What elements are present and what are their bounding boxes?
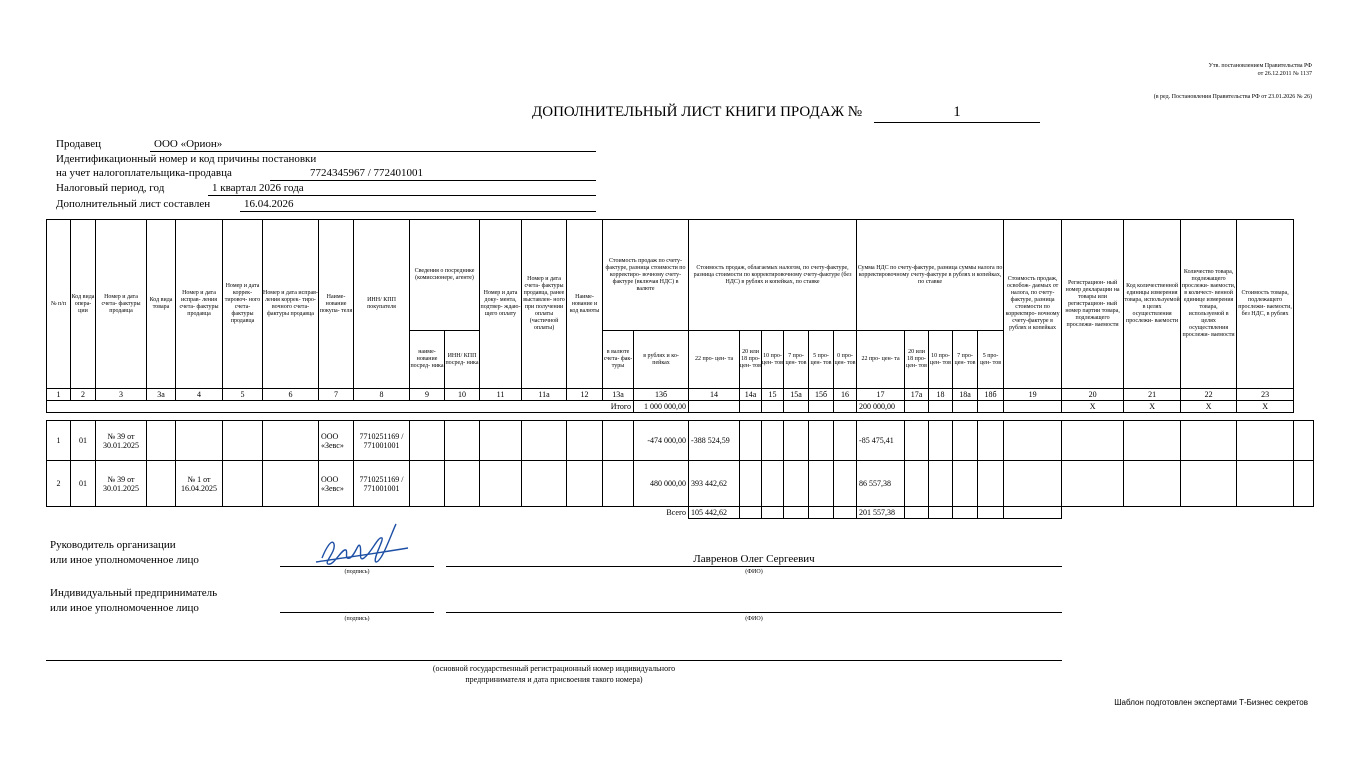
- column-number: 18а: [953, 389, 978, 401]
- itogo-13b: 1 000 000,00: [634, 401, 689, 413]
- itogo-17: 200 000,00: [857, 401, 905, 413]
- column-number: 17: [857, 389, 905, 401]
- vsego-label: Всего: [47, 507, 689, 519]
- head-4: Номер и дата исправ- ления счета- фактуры продавца: [176, 220, 223, 389]
- page-title: ДОПОЛНИТЕЛЬНЫЙ ЛИСТ КНИГИ ПРОДАЖ №: [532, 104, 863, 120]
- head-13: Стоимость продаж по счету- фактуре, разница стоимости по корректиро- вочному счету- фактуре (включая НДС) в валюте: [603, 220, 689, 331]
- table-row: [47, 421, 1314, 461]
- revision-note: (в ред. Постановления Правительства РФ от 23.01.2026 № 26): [1153, 94, 1312, 100]
- head-11: Номер и дата доку- мента, подтвер- ждаю- щего оплату: [480, 220, 522, 389]
- head-10: ИНН/ КПП посред- ника: [445, 331, 480, 389]
- column-number: 3: [96, 389, 147, 401]
- head-15: 10 про- цен- тов: [762, 331, 784, 389]
- ip-fio-line: [446, 612, 1062, 613]
- row1-buyer: ООО «Зевс»: [319, 421, 354, 461]
- approval-line-2: от 26.12.2011 № 1137: [1257, 71, 1312, 77]
- head-9: наиме- нование посред- ника: [410, 331, 445, 389]
- seller-label: Продавец: [56, 138, 102, 150]
- column-number: 12: [567, 389, 603, 401]
- column-number: 16: [834, 389, 857, 401]
- column-number: 18: [929, 389, 953, 401]
- vsego-17: 201 557,38: [857, 507, 905, 519]
- seller-value: ООО «Орион»: [154, 138, 223, 150]
- row1-n: 1: [47, 421, 71, 461]
- column-number: 22: [1181, 389, 1237, 401]
- column-number: 11а: [522, 389, 567, 401]
- date-value: 16.04.2026: [244, 198, 294, 210]
- column-number: 15: [762, 389, 784, 401]
- period-label: Налоговый период, год: [56, 182, 165, 194]
- column-number: 14а: [740, 389, 762, 401]
- head-11a: Номер и дата счета- фактуры продавца, ранее выставлен- ного при получении оплаты (частичной оплаты): [522, 220, 567, 389]
- column-number: 8: [354, 389, 410, 401]
- column-number: 21: [1124, 389, 1181, 401]
- head-23: Стоимость товара, подлежащего прослежи- ваемости, без НДС, в рублях: [1237, 220, 1294, 389]
- approval-note: [1209, 62, 1312, 78]
- head-sign-line: [280, 566, 434, 567]
- head-16: 0 про- цен- тов: [834, 331, 857, 389]
- inn-value: 7724345967 / 772401001: [310, 167, 424, 179]
- row1-invoice: № 39 от 30.01.2025: [96, 421, 147, 461]
- head-18: 10 про- цен- тов: [929, 331, 953, 389]
- head-22: Количество товара, подлежащего прослежи- ваемости, в количест- венной единице измерения товара, используемой в целях осуществления прослежи- ваемости: [1181, 220, 1237, 389]
- period-underline: [208, 195, 596, 196]
- ip-sign-line: [280, 612, 434, 613]
- approval-line-1: Утв. постановлением Правительства РФ: [1208, 63, 1312, 69]
- column-number: 5: [223, 389, 263, 401]
- ip-label: [50, 586, 217, 616]
- head-9-10: Сведения о посреднике (комиссионере, агенте): [410, 220, 480, 331]
- row2-buyer: ООО «Зевс»: [319, 461, 354, 507]
- head-8: ИНН/ КПП покупателя: [354, 220, 410, 389]
- head-18b: 5 про- цен- тов: [978, 331, 1004, 389]
- head-7: Наиме- нование покупа- теля: [319, 220, 354, 389]
- ip-fio-caption: (ФИО): [745, 616, 763, 622]
- head-3a: Код вида товара: [147, 220, 176, 389]
- head-15b: 5 про- цен- тов: [809, 331, 834, 389]
- head-15a: 7 про- цен- тов: [784, 331, 809, 389]
- column-number: 14: [689, 389, 740, 401]
- column-numbers-row: [47, 389, 1314, 401]
- ip-label-1: Индивидуальный предприниматель: [50, 587, 218, 599]
- head-fio-line: [446, 566, 1062, 567]
- row1-op: 01: [71, 421, 96, 461]
- column-number: 1: [47, 389, 71, 401]
- row1-14: -388 524,59: [689, 421, 740, 461]
- head-18a: 7 про- цен- тов: [953, 331, 978, 389]
- row2-op: 01: [71, 461, 96, 507]
- column-number: 7: [319, 389, 354, 401]
- sales-book-table: [46, 219, 1314, 519]
- date-underline: [240, 211, 596, 212]
- head-13b: в рублях и ко- пейках: [634, 331, 689, 389]
- ip-sign-caption: (подпись): [344, 616, 370, 622]
- head-19: Стоимость продаж, освобож- даемых от налога, по счету-фактуре, разница стоимости по корректиро- вочному счету-фактуре в рублях и копейках: [1004, 220, 1062, 389]
- inn-label-2: на учет налогоплательщика-продавца: [56, 167, 232, 179]
- head-17a: 20 или 18 про- цен- тов: [905, 331, 929, 389]
- vsego-14: 105 442,62: [689, 507, 740, 519]
- head-6: Номер и дата исправ- ления коррек- тиро- вочного счета- фактуры продавца: [263, 220, 319, 389]
- period-value: 1 квартал 2026 года: [212, 182, 304, 194]
- itogo-23: X: [1237, 401, 1294, 413]
- head-label-1: Руководитель организации: [50, 539, 176, 551]
- head-14-16: Стоимость продаж, облагаемых налогом, по счету-фактуре, разница стоимости по корректировочному счету-фактуре (без НДС) в рублях и копейках, по ставке: [689, 220, 857, 331]
- row2-17: 86 557,38: [857, 461, 905, 507]
- inn-underline: [270, 180, 596, 181]
- row2-inn: 7710251169 / 771001001: [354, 461, 410, 507]
- row2-14: 393 442,62: [689, 461, 740, 507]
- row2-13b: 480 000,00: [634, 461, 689, 507]
- head-label: [50, 538, 199, 568]
- sheet-number: 1: [874, 104, 1040, 123]
- column-number: 15б: [809, 389, 834, 401]
- column-number: 11: [480, 389, 522, 401]
- row2-fix: № 1 от 16.04.2025: [176, 461, 223, 507]
- column-number: 3а: [147, 389, 176, 401]
- head-sign-caption: (подпись): [344, 569, 370, 575]
- head-14: 22 про- цен- та: [689, 331, 740, 389]
- ogrn-caption-2: предпринимателя и дата присвоения такого номера): [465, 675, 643, 684]
- itogo-row: [47, 401, 1314, 413]
- column-number: 4: [176, 389, 223, 401]
- column-number: 2: [71, 389, 96, 401]
- head-3: Номер и дата счета- фактуры продавца: [96, 220, 147, 389]
- itogo-20: X: [1062, 401, 1124, 413]
- signature-image: [312, 518, 422, 570]
- head-20: Регистрацион- ный номер декларации на товары или регистрацион- ный номер партии товара, подлежащего прослежи- ваемости: [1062, 220, 1124, 389]
- itogo-22: X: [1181, 401, 1237, 413]
- head-name: Лавренов Олег Сергеевич: [693, 553, 815, 565]
- head-21: Код количественной единицы измерения товара, используемой в целях осуществления прослежи- ваемости: [1124, 220, 1181, 389]
- row1-fix: [176, 421, 223, 461]
- column-number: 19: [1004, 389, 1062, 401]
- head-12: Наиме- нование и код валюты: [567, 220, 603, 389]
- row1-17: -85 475,41: [857, 421, 905, 461]
- head-2: Код вида опера- ции: [71, 220, 96, 389]
- row1-inn: 7710251169 / 771001001: [354, 421, 410, 461]
- template-note: Шаблон подготовлен экспертами Т-Бизнес секретов: [1114, 698, 1308, 707]
- column-number: 13а: [603, 389, 634, 401]
- column-number: 15а: [784, 389, 809, 401]
- head-17: 22 про- цен- та: [857, 331, 905, 389]
- table-row: [47, 461, 1314, 507]
- row1-13b: -474 000,00: [634, 421, 689, 461]
- date-label: Дополнительный лист составлен: [56, 198, 211, 210]
- column-number: 23: [1237, 389, 1294, 401]
- row2-n: 2: [47, 461, 71, 507]
- inn-label-1: Идентификационный номер и код причины постановки: [56, 153, 317, 165]
- column-number: 6: [263, 389, 319, 401]
- ip-label-2: или иное уполномоченное лицо: [50, 602, 199, 614]
- head-17-18: Сумма НДС по счету-фактуре, разница суммы налога по корректировочному счету-фактуре в рублях и копейках, по ставке: [857, 220, 1004, 331]
- head-fio-caption: (ФИО): [745, 569, 763, 575]
- column-number: 13б: [634, 389, 689, 401]
- head-13a: в валюте счета- фак- туры: [603, 331, 634, 389]
- column-number: 17а: [905, 389, 929, 401]
- column-number: 10: [445, 389, 480, 401]
- vsego-row: [47, 507, 1314, 519]
- head-14a: 20 или 18 про- цен- тов: [740, 331, 762, 389]
- head-5: Номер и дата коррек- тировоч- ного счета- фактуры продавца: [223, 220, 263, 389]
- itogo-21: X: [1124, 401, 1181, 413]
- ogrn-caption: [46, 663, 1062, 685]
- header-row-1: [47, 220, 1314, 331]
- itogo-label: Итого: [47, 401, 634, 413]
- head-1: № п/п: [47, 220, 71, 389]
- ogrn-caption-1: (основной государственный регистрационный номер индивидуального: [432, 664, 676, 673]
- column-number: 18б: [978, 389, 1004, 401]
- seller-underline: [150, 151, 596, 152]
- column-number: 20: [1062, 389, 1124, 401]
- ogrn-line: [46, 660, 1062, 661]
- head-label-2: или иное уполномоченное лицо: [50, 554, 199, 566]
- row2-invoice: № 39 от 30.01.2025: [96, 461, 147, 507]
- column-number: 9: [410, 389, 445, 401]
